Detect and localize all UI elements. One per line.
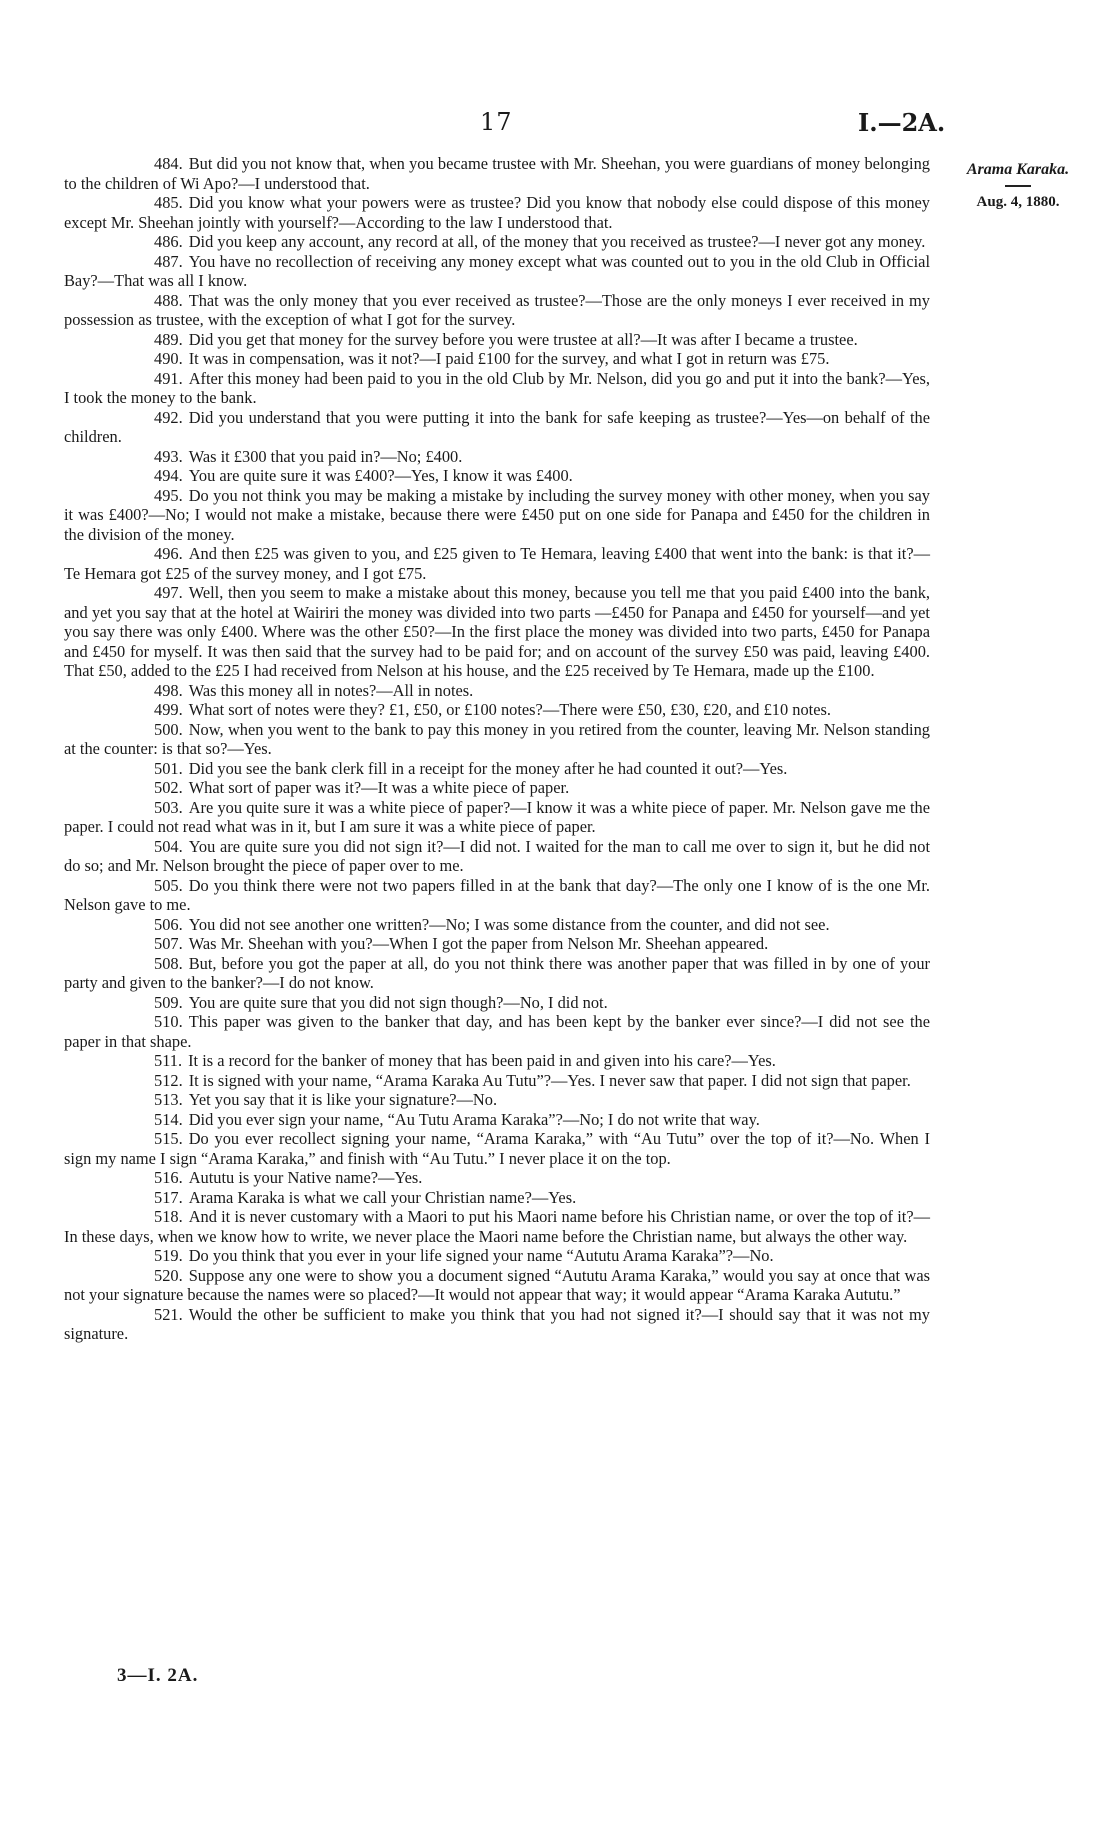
question-answer-text: Do you think that you ever in your life signed your name “Aututu Arama Karaka”?—No. [188, 1246, 774, 1265]
question-answer-paragraph [64, 798, 930, 837]
question-answer-text: You are quite sure that you did not sign though?—No, I did not. [188, 992, 608, 1012]
question-answer-paragraph [64, 1266, 930, 1305]
question-answer-paragraph [64, 837, 930, 876]
question-number: 507. [154, 934, 183, 953]
question-answer-paragraph [64, 291, 930, 330]
question-answer-paragraph [64, 252, 930, 291]
question-answer-paragraph [64, 408, 930, 447]
margin-date: Aug. 4, 1880. [976, 194, 1060, 210]
margin-witness-name: Arama Karaka. [966, 161, 1070, 178]
question-answer-paragraph [64, 1207, 930, 1246]
question-number: 510. [154, 1012, 183, 1031]
question-number: 494. [154, 466, 183, 485]
question-answer-paragraph [64, 759, 930, 779]
question-answer-text: And it is never customary with a Maori to put his Maori name before his Christian name, or over the top of it?—In these days, when we know how to write, we never place the Maori name before the Christian name, but always the other way. [64, 1207, 930, 1246]
question-answer-paragraph [64, 232, 930, 252]
question-number: 519. [154, 1246, 183, 1265]
question-answer-text: Was it £300 that you paid in?—No; £400. [188, 446, 463, 466]
question-number: 493. [154, 446, 183, 466]
question-answer-text: What sort of notes were they? £1, £50, or £100 notes?—There were £50, £30, £20, and £10 notes. [188, 700, 831, 719]
question-number: 515. [154, 1129, 183, 1148]
question-answer-paragraph [64, 1090, 930, 1110]
question-answer-text: It is signed with your name, “Arama Karaka Au Tutu”?—Yes. I never saw that paper. I did not sign that paper. [188, 1070, 911, 1090]
question-answer-text: Did you keep any account, any record at all, of the money that you received as trustee?—I never got any money. [188, 232, 926, 251]
question-number: 485. [154, 193, 183, 212]
question-answer-text: You did not see another one written?—No; I was some distance from the counter, and did not see. [188, 914, 830, 934]
question-answer-paragraph [64, 915, 930, 935]
question-number: 500. [154, 719, 183, 739]
question-answer-text: Did you understand that you were putting it into the bank for safe keeping as trustee?—Yes—on behalf of the children. [64, 407, 930, 446]
question-answer-text: Do you not think you may be making a mistake by including the survey money with other money, when you say it was £400?—No; I would not make a mistake, because there were £450 put on one side for Panapa and £450 for the children in the division of the money. [64, 485, 930, 544]
question-answer-text: Was Mr. Sheehan with you?—When I got the paper from Nelson Mr. Sheehan appeared. [188, 934, 769, 953]
question-answer-text: This paper was given to the banker that day, and has been kept by the banker ever since?—I did not see the paper in that shape. [64, 1012, 930, 1051]
question-answer-text: Suppose any one were to show you a document signed “Aututu Arama Karaka,” would you say at once that was not your signature because the names were so placed?—It would not appear that way; it would appear “Arama Karaka Aututu.” [64, 1265, 930, 1304]
question-answer-paragraph [64, 1168, 930, 1188]
question-answer-text: Yet you say that it is like your signature?—No. [188, 1090, 498, 1109]
question-answer-paragraph [64, 1246, 930, 1266]
question-number: 499. [154, 700, 183, 719]
question-number: 514. [154, 1109, 183, 1129]
question-answer-paragraph [64, 778, 930, 798]
sheet-signature: 3—I. 2A. [117, 1665, 199, 1686]
question-answer-text: Did you know what your powers were as trustee? Did you know that nobody else could dispose of this money except Mr. Sheehan jointly with yourself?—According to the law I understood that. [64, 193, 930, 232]
question-number: 491. [154, 368, 183, 388]
question-answer-text: That was the only money that you ever received as trustee?—Those are the only moneys I ever received in my possession as trustee, with the exception of what I got for the survey. [64, 290, 930, 329]
question-answer-paragraph [64, 954, 930, 993]
question-answer-paragraph [64, 330, 930, 350]
question-answer-paragraph [64, 466, 930, 486]
question-answer-paragraph [64, 700, 930, 720]
question-number: 518. [154, 1207, 183, 1226]
question-answer-paragraph [64, 369, 930, 408]
question-answer-text: It was in compensation, was it not?—I paid £100 for the survey, and what I got in return was £75. [188, 349, 830, 368]
question-answer-paragraph [64, 154, 930, 193]
question-number: 505. [154, 875, 183, 895]
question-number: 503. [154, 797, 183, 817]
question-answer-text: Was this money all in notes?—All in notes. [188, 680, 474, 700]
question-answer-text: But did you not know that, when you became trustee with Mr. Sheehan, you were guardians of money belonging to the children of Wi Apo?—I understood that. [64, 154, 930, 193]
question-answer-text: Arama Karaka is what we call your Christian name?—Yes. [188, 1187, 577, 1207]
question-number: 516. [154, 1168, 183, 1187]
margin-note [948, 161, 1088, 211]
question-answer-text: Would the other be sufficient to make you think that you had not signed it?—I should say that it was not my signature. [64, 1304, 930, 1343]
question-answer-paragraph [64, 1129, 930, 1168]
question-answer-text: Did you see the bank clerk fill in a receipt for the money after he had counted it out?—Yes. [188, 758, 788, 778]
question-number: 501. [154, 758, 183, 778]
question-number: 486. [154, 232, 183, 251]
question-answer-paragraph [64, 681, 930, 701]
question-answer-paragraph [64, 349, 930, 369]
question-number: 484. [154, 154, 183, 173]
question-number: 508. [154, 953, 183, 973]
question-answer-text: Well, then you seem to make a mistake about this money, because you tell me that you paid £400 into the bank, and yet you say that at the hotel at Wairiri the money was divided into two parts —£450 for Panapa and £450 for yourself—and yet you say there was only £400. Where was the other £50?—In the first place the money was divided into two parts, £450 for Panapa and £450 for myself. It was then said that the survey had to be paid for; and on account of the survey £50 was paid, leaving £400. That £50, added to the £25 I had received from Nelson at his house, and the £25 received by Te Hemara, made up the £100. [64, 583, 930, 680]
question-answer-text: It is a record for the banker of money that has been paid in and given into his care?—Yes. [188, 1051, 776, 1070]
question-number: 520. [154, 1265, 183, 1285]
question-number: 496. [154, 544, 183, 563]
question-number: 506. [154, 914, 183, 934]
question-answer-paragraph [64, 486, 930, 545]
margin-divider [1005, 185, 1031, 187]
question-number: 509. [154, 992, 183, 1012]
question-number: 502. [154, 778, 183, 797]
question-answer-text: But, before you got the paper at all, do you not think there was another paper that was filled in by one of your party and given to the banker?—I do not know. [64, 953, 930, 992]
question-number: 487. [154, 251, 183, 271]
question-answer-text: And then £25 was given to you, and £25 given to Te Hemara, leaving £400 that went into the bank: is that it?—Te Hemara got £25 of the survey money, and I got £75. [64, 544, 930, 583]
question-number: 512. [154, 1070, 183, 1090]
question-answer-paragraph [64, 876, 930, 915]
question-answer-paragraph [64, 1071, 930, 1091]
question-number: 489. [154, 329, 183, 349]
question-answer-text: What sort of paper was it?—It was a white piece of paper. [188, 778, 570, 797]
question-number: 492. [154, 407, 183, 427]
question-answer-paragraph [64, 1188, 930, 1208]
question-number: 497. [154, 583, 183, 602]
question-answer-text: Did you ever sign your name, “Au Tutu Arama Karaka”?—No; I do not write that way. [188, 1109, 760, 1129]
question-number: 488. [154, 290, 183, 310]
question-answer-text: Now, when you went to the bank to pay this money in you retired from the counter, leaving Mr. Nelson standing at the counter: is that so?—Yes. [64, 719, 930, 758]
question-number: 511. [154, 1051, 183, 1070]
document-reference: I.—2A. [858, 108, 946, 137]
question-answer-paragraph [64, 993, 930, 1013]
question-answer-paragraph [64, 1012, 930, 1051]
question-answer-paragraph [64, 934, 930, 954]
question-answer-text: Are you quite sure it was a white piece of paper?—I know it was a white piece of paper. Mr. Nelson gave me the paper. I could not read what was in it, but I am sure it was a white piece of paper. [64, 797, 930, 836]
question-answer-text: After this money had been paid to you in the old Club by Mr. Nelson, did you go and put it into the bank?—Yes, I took the money to the bank. [64, 368, 930, 407]
question-number: 513. [154, 1090, 183, 1109]
question-answer-text: You are quite sure it was £400?—Yes, I know it was £400. [188, 466, 573, 485]
question-number: 498. [154, 680, 183, 700]
question-answer-paragraph [64, 1305, 930, 1344]
question-answer-paragraph [64, 583, 930, 681]
question-number: 495. [154, 485, 183, 505]
page-number: 17 [480, 108, 513, 136]
question-number: 490. [154, 349, 183, 368]
question-number: 504. [154, 836, 183, 856]
question-answer-paragraph [64, 447, 930, 467]
question-answer-paragraph [64, 544, 930, 583]
question-answer-paragraph [64, 1051, 930, 1071]
testimony-body [64, 154, 930, 1344]
question-answer-text: Do you ever recollect signing your name, “Arama Karaka,” with “Au Tutu” over the top of it?—No. When I sign my name I sign “Arama Karaka,” and finish with “Au Tutu.” I never place it on the top. [64, 1129, 930, 1168]
question-answer-text: You are quite sure you did not sign it?—I did not. I waited for the man to call me over to sign it, but he did not do so; and Mr. Nelson brought the piece of paper over to me. [64, 836, 930, 875]
question-answer-paragraph [64, 1110, 930, 1130]
question-answer-paragraph [64, 720, 930, 759]
question-answer-text: Do you think there were not two papers filled in at the bank that day?—The only one I know of is the one Mr. Nelson gave to me. [64, 875, 930, 914]
question-number: 517. [154, 1187, 183, 1207]
question-number: 521. [154, 1304, 183, 1324]
question-answer-text: You have no recollection of receiving any money except what was counted out to you in the old Club in Official Bay?—That was all I know. [64, 251, 930, 290]
question-answer-paragraph [64, 193, 930, 232]
question-answer-text: Did you get that money for the survey before you were trustee at all?—It was after I became a trustee. [188, 329, 858, 349]
question-answer-text: Aututu is your Native name?—Yes. [188, 1168, 423, 1187]
